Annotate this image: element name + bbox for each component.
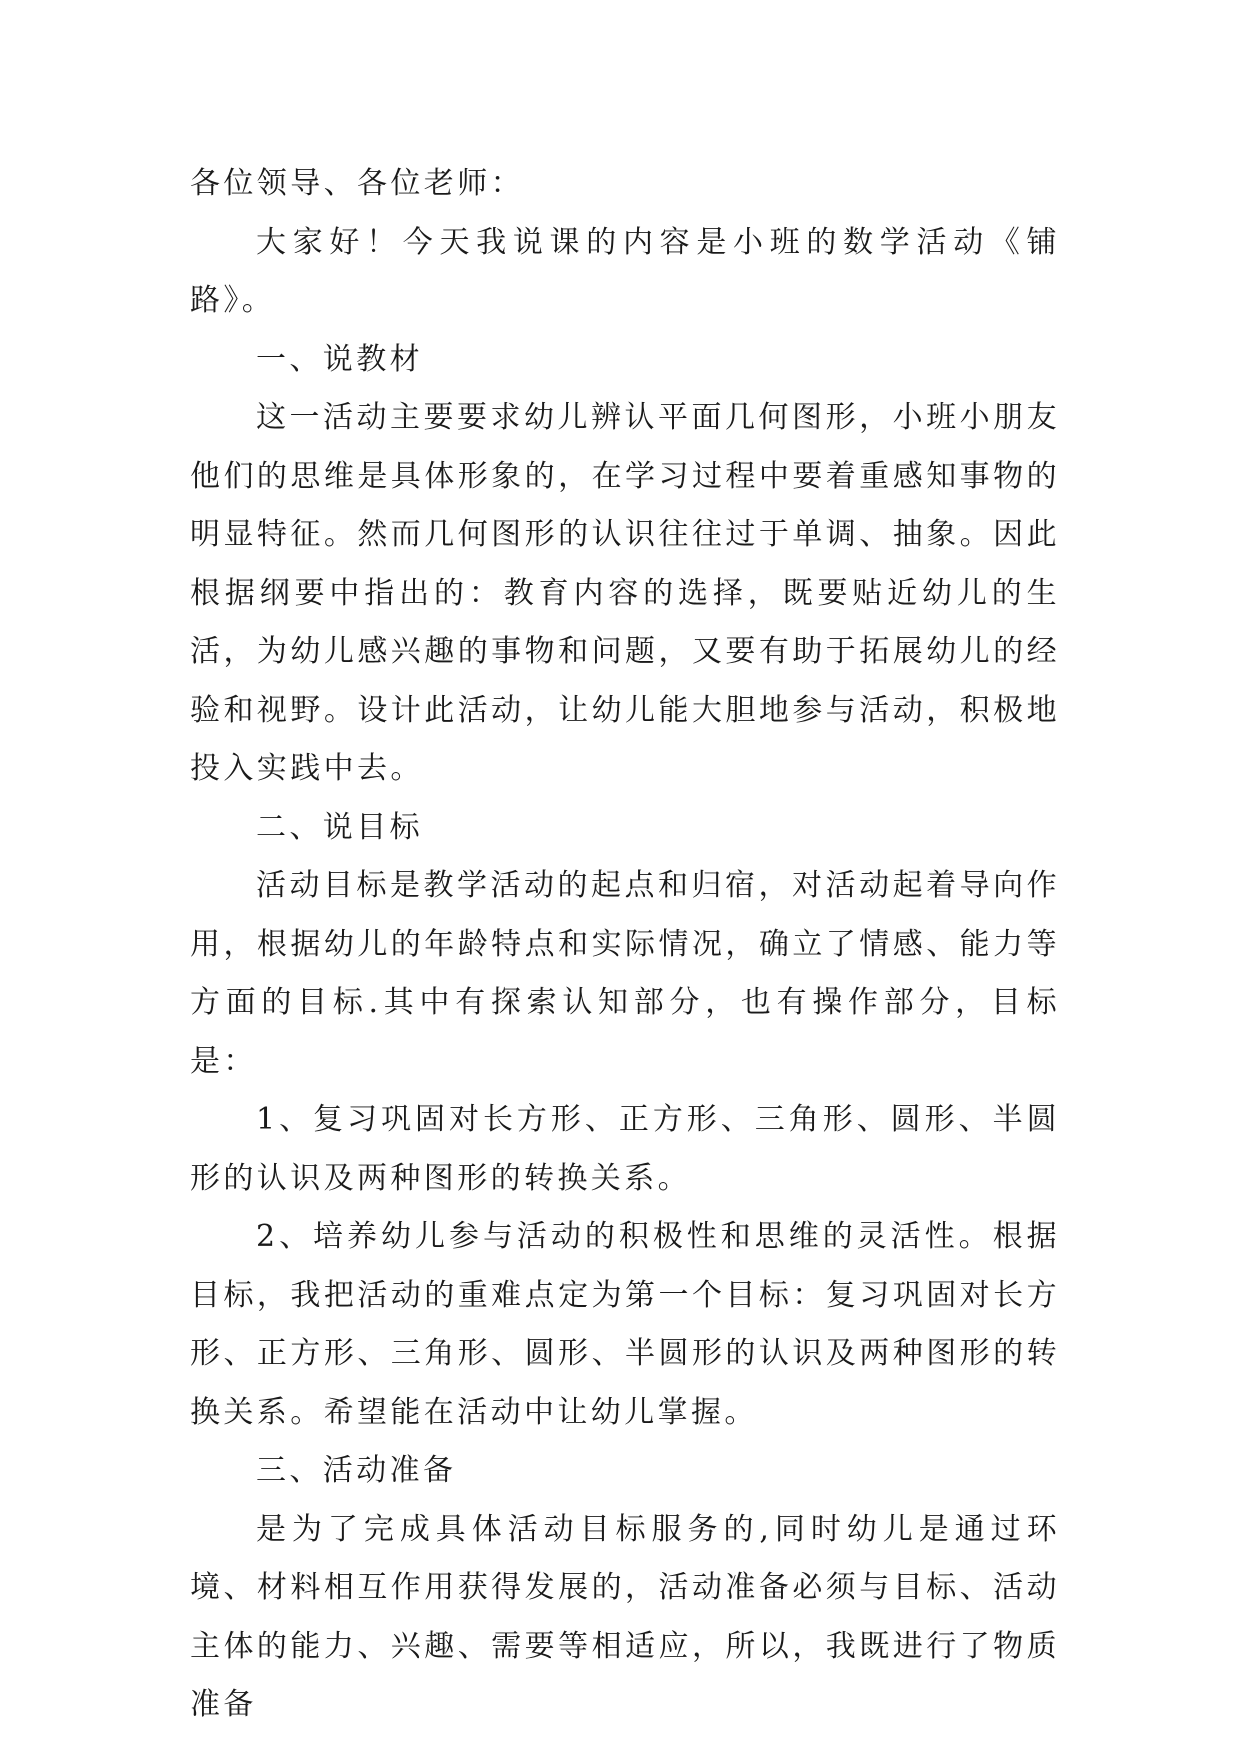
textbook-paragraph: 这一活动主要要求幼儿辨认平面几何图形，小班小朋友他们的思维是具体形象的，在学习过程中要着重感知事物的明显特征。然而几何图形的认识往往过于单调、抽象。因此根据纲要中指出的：教育内容的选择，既要贴近幼儿的生活，为幼儿感兴趣的事物和问题，又要有助于拓展幼儿的经验和视野。设计此活动，让幼儿能大胆地参与活动，积极地投入实践中去。 [190,400,1060,786]
section-heading-goals: 二、说目标 [256,809,423,845]
section-heading-preparation: 三、活动准备 [256,1453,457,1488]
salutation: 各位领导、各位老师： [190,166,524,201]
goal-item-2: 2、培养幼儿参与活动的积极性和思维的灵活性。根据目标，我把活动的重难点定为第一个目标：复习巩固对长方形、正方形、三角形、圆形、半圆形的认识及两种图形的转换关系。希望能在活动中让幼儿掌握。 [190,1219,1060,1430]
section-heading-textbook: 一、说教材 [256,341,423,377]
document-body [190,155,1060,1735]
goals-paragraph: 活动目标是教学活动的起点和归宿，对活动起着导向作用，根据幼儿的年龄特点和实际情况，确立了情感、能力等方面的目标.其中有探索认知部分，也有操作部分，目标是： [190,868,1060,1079]
goal-item-1: 1、复习巩固对长方形、正方形、三角形、圆形、半圆形的认识及两种图形的转换关系。 [190,1102,1060,1196]
preparation-paragraph: 是为了完成具体活动目标服务的,同时幼儿是通过环境、材料相互作用获得发展的，活动准备必须与目标、活动主体的能力、兴趣、需要等相适应，所以，我既进行了物质准备 [190,1511,1060,1722]
greeting-paragraph: 大家好！今天我说课的内容是小班的数学活动《铺路》。 [190,224,1060,318]
